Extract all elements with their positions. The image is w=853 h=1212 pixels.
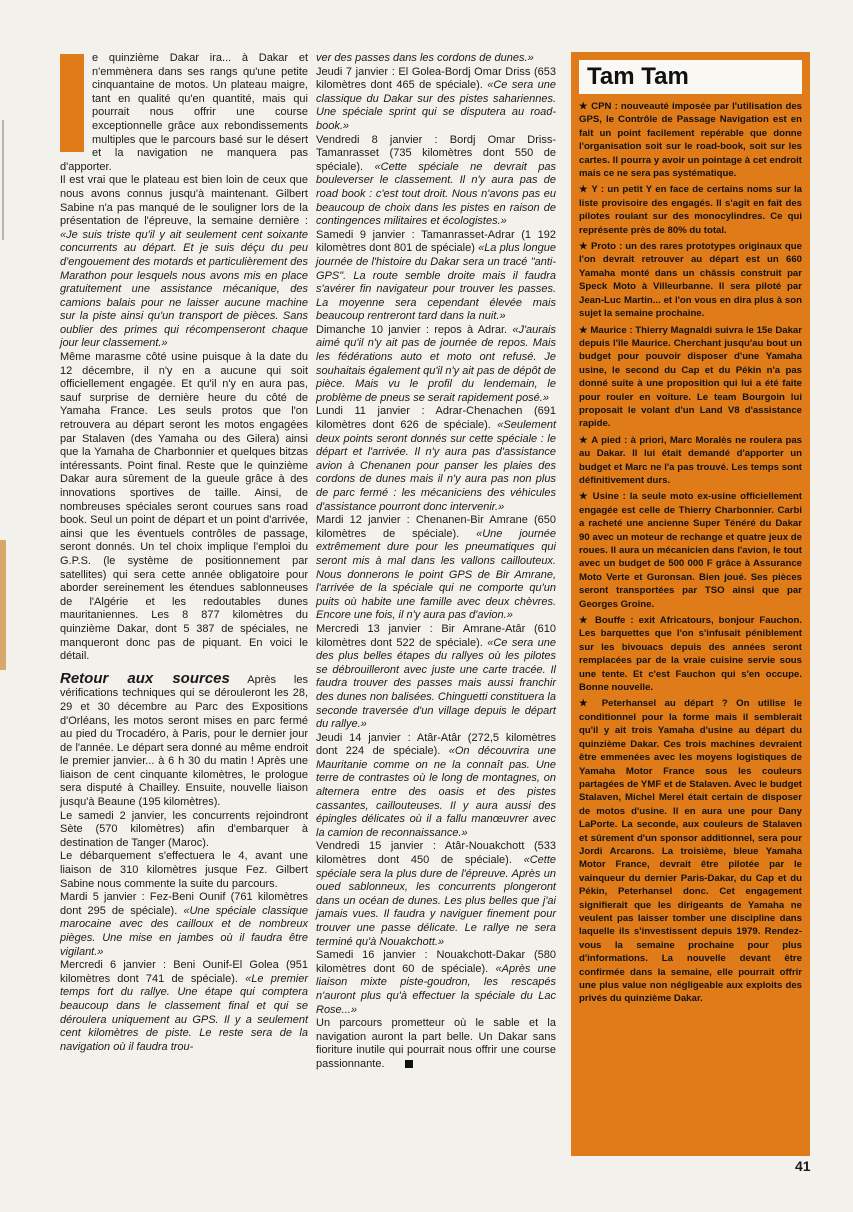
paragraph: Le samedi 2 janvier, les concurrents rejoindront Sète (570 kilomètres) afin d'embarquer à destination de Tanger (Maroc). (60, 809, 308, 849)
sidebar-item: ★ Proto : un des rares prototypes originaux que l'on devrait retrouver au départ est un 660 Yamaha monté dans un châssis construit par Speck Moto à Villeurbanne. Il sera piloté par Jean-Luc Martin... et l'on vous en dira plus à son sujet la semaine prochaine. (579, 241, 802, 320)
closing-paragraph: Un parcours prometteur où le sable et la navigation auront la part belle. Un Dakar sans fioriture inutile qui pourrait nous offrir une course passionnante. (316, 1017, 556, 1070)
intro-paragraph (60, 52, 308, 174)
section-subhead: Retour aux sources (60, 669, 230, 687)
sidebar-item: ★ CPN : nouveauté imposée par l'utilisation des GPS, le Contrôle de Passage Navigation est en fait un point facilement repérable que donne l'organisation soit sur le road-book, soit sur les cartes. Il pourra y avoir un pointage à cet endroit mais ce ne sera pas systématique. (579, 101, 802, 180)
page-number: 41 (795, 1158, 811, 1174)
paragraph: Jeudi 14 janvier : Atâr-Atâr (272,5 kilomètres dont 224 de spéciale). «On découvrira une Mauritanie comme on ne la connaît pas. Une terre de contrastes où le long de montagnes, on alternera entre des oasis et des pistes cassantes, caillouteuses. Il y aura aussi des épingles délicates où il a fallu manœuvrer avec la camion de reconnaissance.» (316, 731, 557, 839)
paragraph: ver des passes dans les cordons de dunes.» (316, 52, 534, 64)
paragraph: Samedi 16 janvier : Nouakchott-Dakar (580 kilomètres dont 60 de spéciale). «Après une liaison mixte piste-goudron, les rescapés n'auront plus qu'à effectuer la spéciale du Lac Rose...» (316, 949, 556, 1016)
tam-tam-sidebar (571, 52, 810, 1156)
drop-cap-bar (60, 54, 84, 152)
sidebar-item: ★ Maurice : Thierry Magnaldi suivra le 15e Dakar depuis l'île Maurice. Cherchant jusqu'au bout un budget pour pouvoir disposer d'une Yamaha usine, le second du Cap et du Pékin n'a pas donné suite à une proposition qui lui a été faite pour rouler en voiture. Le team Bourgoin lui proposait le volant d'un Land V8 d'assistance rapide. (579, 324, 802, 430)
intro-text: e quinzième Dakar ira... à Dakar et n'emmènera dans ses rangs qu'une petite cinquantaine de motos. Un plateau maigre, tant en qualité qu'en quantité, mais qui pourrait nous offrir une course exceptionnelle grâce aux rebondissements multiples que le parcours basé sur le désert et la navigation ne manquera pas d'apporter. (60, 52, 308, 173)
sidebar-item: ★ Peterhansel au départ ? On utilise le conditionnel pour la forme mais il semblerait qu'il y ait trois Yamaha d'usine au départ du quinzième Dakar. Ces trois machines devraient être emmenées avec les moyens logistiques de Yamaha Motor France sous les couleurs partagées de YMF et de Stalaven. Avec le budget Stalaven, Michel Merel était certain de disposer de motos d'usine. Il en aura une pour Dany LaPorte. La seconde, aux couleurs de Stalaven et sûrement d'un sponsor additionnel, sera pour Jordi Arcarons. La troisième, bleue Yamaha Motor France, devrait être pilotée par le vainqueur du dernier Paris-Dakar, du Cap et du Pékin, Peterhansel donc. Cet engagement signifierait que les dirigeants de Yamaha ne veulent pas laisser tomber une discipline dans laquelle ils s'investissent depuis 1979. Rendez-vous la semaine prochaine pour plus d'informations. La nouvelle devant être confirmée dans la semaine, elle pourrait offrir une plus value non négligeable aux exploits des privés du quinzième Dakar. (579, 698, 802, 1005)
paragraph: Le débarquement s'effectuera le 4, avant une liaison de 310 kilomètres jusque Fez. Gilbert Sabine nous commente la suite du parcours. (60, 850, 308, 890)
paragraph: Mercredi 13 janvier : Bir Amrane-Atâr (610 kilomètres dont 522 de spéciale). «Ce sera une des plus belles étapes du rallyes où les pilotes se débrouilleront avec juste une carte tracée. Il faudra trouver des passes mais aussi franchir des dunes non balisées. Chinguetti constituera la seconde traversée d'un village depuis le départ du rallye.» (316, 622, 556, 731)
sidebar-title: Tam Tam (579, 60, 802, 94)
end-mark-icon (405, 1060, 413, 1068)
sidebar-item: ★ Bouffe : exit Africatours, bonjour Fauchon. Les barquettes que l'on s'infusait péniblement sur les bivouacs depuis des années seront remplacées par de la vraie cuisine servie sous une tente. Et c'est Fauchon qui s'en occupe. Bonne nouvelle. (579, 615, 802, 694)
paragraph: Il est vrai que le plateau est bien loin de ceux que nous avons connus jusqu'à maintenant. Gilbert Sabine n'a pas manqué de le souligner lors de la présentation de l'épreuve, la semaine dernière : «Je suis triste qu'il y ait seulement cent soixante concurrents au départ. Et je suis déçu du peu d'engouement des motards et particulièrement des Marathon pour lesquels nous avons mis en place gratuitement une assistance mécanique, des camions balais pour ne laisser aucune machine sur la piste ainsi qu'un transport de pièces. Sans oublier des primes qui récompenseront chaque jour leur classement.» (60, 174, 308, 350)
paragraph: Retour aux sources Après les vérifications techniques qui se dérouleront les 28, 29 et 30 décembre au Parc des Expositions d'Orléans, les motos seront mises en parc fermé au pied du Trocadéro, à Paris, pour le dernier jour de l'année. Le départ sera donné au même endroit le premier janvier... à 6 h 30 du matin ! Après une liaison de cent cinquante kilomètres, le prologue sera disputé à Chailley. Ensuite, nouvelle liaison jusqu'à Beaune (195 kilomètres). (60, 669, 308, 809)
paragraph: Vendredi 8 janvier : Bordj Omar Driss-Tamanrasset (735 kilomètres dont 550 de spéciale). «Cette spéciale ne devrait pas bouleverser le classement. Il n'y aura pas de road book : c'est tout droit. Nous n'avons pas eu beaucoup de choix dans les pistes en raison de contingences militaires et écologistes.» (316, 133, 556, 228)
paragraph: Vendredi 15 janvier : Atâr-Nouakchott (533 kilomètres dont 450 de spéciale). «Cette spéciale sera la plus dure de l'épreuve. Après un oued sablonneux, les concurrents plongeront dans un océan de dunes. Les plus belles que j'ai jamais vues. Il faudra y naviguer finement pour trouver une passe délicate. Le rallye ne sera terminé qu'à Nouakchott.» (316, 840, 556, 948)
column-1 (60, 52, 308, 1054)
margin-strip (2, 120, 12, 240)
paragraph: Mardi 12 janvier : Chenanen-Bir Amrane (650 kilomètres de spéciale). «Une journée extrêmement dure pour les pneumatiques qui seront mis à mal dans les vallons caillouteux. Nous donnerons le point GPS de Bir Amrane, l'arrivée de la spéciale qui ne comporte qu'un puits où habite une famille avec deux chèvres. Encore une fois, il n'y aura pas d'avion.» (316, 514, 556, 622)
paragraph: Lundi 11 janvier : Adrar-Chenachen (691 kilomètres dont 626 de spéciale). «Seulement deux points seront donnés sur cette spéciale : le départ et l'arrivée. Il n'y aura pas d'assistance avion à Chenanen pour panser les plaies des cordons de dunes mais il n'y aura pas non plus de parc fermé : les mécaniciens des véhicules d'assistance pourront donc intervenir.» (316, 405, 556, 513)
paragraph: Mardi 5 janvier : Fez-Beni Ounif (761 kilomètres dont 295 de spéciale). «Une spéciale classique marocaine avec des cailloux et de nombreux pièges. Une mise en jambes où il faudra être vigilant.» (60, 891, 308, 958)
sidebar-item: ★ A pied : à priori, Marc Moralès ne roulera pas au Dakar. Il lui était demandé d'apporter un budget et Marc ne l'a pas trouvé. Les temps sont définitivement durs. (579, 434, 802, 486)
sidebar-item: ★ Usine : la seule moto ex-usine officiellement engagée est celle de Thierry Charbonnier. Carbi a racheté une ancienne Super Ténéré du Dakar 90 avec un moteur de rechange et quatre jeux de roues. Il aura un mécanicien dans l'avion, le tout avec un budget de 500 000 F grâce à Assurance Moto Verte et Guronsan. Bien joué. Ses pièces seront transportées par TSO ainsi que par Georges Groine. (579, 491, 802, 610)
paragraph: Dimanche 10 janvier : repos à Adrar. «J'aurais aimé qu'il n'y ait pas de journée de repos. Mais les fédérations auto et moto ont refusé. Je souhaitais également qu'il n'y ait pas de dépôt de pièce. Mais vu le profil du lendemain, le problème de pneus se serait rapidement posé.» (316, 323, 557, 404)
margin-tab (0, 540, 6, 670)
paragraph: Mercredi 6 janvier : Beni Ounif-El Golea (951 kilomètres dont 741 de spéciale). «Le premier temps fort du rallye. Une étape qui comptera beaucoup dans le classement final et qui se déroulera uniquement au GPS. Il y a seulement cent kilomètres de piste. Le reste sera de la navigation où il faudra trou- (60, 959, 308, 1053)
paragraph: Même marasme côté usine puisque à la date du 12 décembre, il n'y en a aucune qui soit officiellement engagée. Et qu'il n'y en aura pas, sauf surprise de dernière heure du côté de Yamaha France. Les seuls protos que l'on retrouvera au départ seront les motos engagées par Stalaven (des Yamaha ou des Gilera) ainsi que la Yamaha de Charbonnier et quelques bitzas intéressants. Point final. Reste que le quinzième Dakar aura sûrement de la gueule grâce à des innovations sportives de taille. Ainsi, de nombreuses spéciales seront courues sans road book. Seul un point de départ et un point d'arrivée, ainsi que les éventuels contrôles de passage, seront donnés. Un tel choix implique l'emploi du G.P.S. (le système de positionnement par satellites) qui sera cette année obligatoire pour aborder sereinement les étendues sablonneuses de l'Algérie et les redoutables dunes mauritaniennes. Les 8 877 kilomètres du quinzième Dakar, dont 5 387 de spéciales, ne manqueront donc pas de piquant. En voici le détail. (60, 351, 308, 663)
paragraph: Samedi 9 janvier : Tamanrasset-Adrar (1 192 kilomètres dont 801 de spéciale) «La plus longue journée de l'histoire du Dakar sera un tracé "anti-GPS". La route semble droite mais il faudra s'avérer fin navigateur pour trouver les passes. La moyenne sera cependant élevée mais beaucoup rentreront tard dans la nuit.» (316, 228, 557, 323)
sidebar-item: ★ Y : un petit Y en face de certains noms sur la liste provisoire des engagés. Il s'agit en fait des pilotes roulant sur des monocylindres. Ce qui représente près de 80% du total. (579, 184, 802, 236)
paragraph: Jeudi 7 janvier : El Golea-Bordj Omar Driss (653 kilomètres dont 465 de spéciale). «Ce sera une classique du Dakar sur des pistes sahariennes. Une spéciale sprint qui se disputera au road-book.» (316, 65, 556, 132)
column-2 (316, 52, 556, 1072)
